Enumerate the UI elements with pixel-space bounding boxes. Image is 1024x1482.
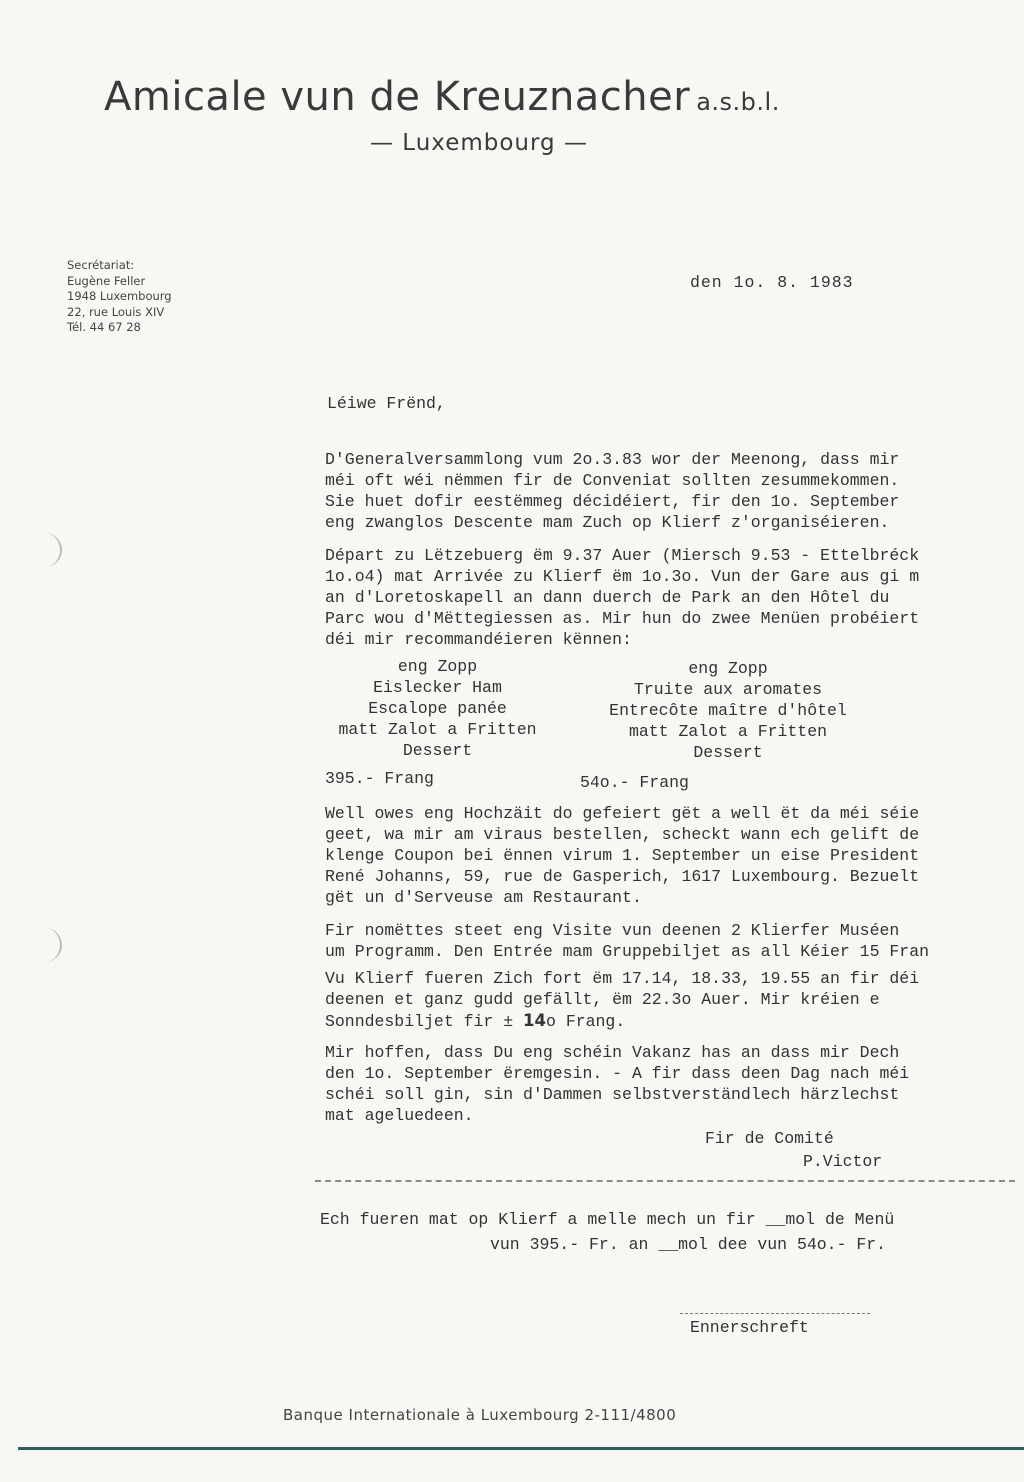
- paragraph-1: [325, 449, 899, 533]
- menu-item: matt Zalot a Fritten: [628, 722, 828, 741]
- menu-1: [315, 656, 560, 761]
- text-line: Sie huet dofir eestëmmeg décidéiert, fir den 1o. September: [325, 492, 900, 511]
- paragraph-3: [325, 803, 919, 908]
- letter-date: den 1o. 8. 1983: [690, 273, 854, 292]
- text-line: geet, wa mir am viraus bestellen, scheckt wann ech gelift de: [325, 825, 920, 844]
- text-line: klenge Coupon bei ënnen virum 1. September un eise President: [325, 846, 920, 865]
- org-name-text: Amicale vun de Kreuznacher: [104, 74, 691, 120]
- text-segment: o Frang.: [546, 1012, 626, 1031]
- menu-item: Eislecker Ham: [373, 678, 502, 697]
- org-name: [104, 74, 780, 120]
- text-line: déi mir recommandéieren kënnen:: [325, 630, 632, 649]
- text-line: Parc wou d'Mëttegiessen as. Mir hun do zwee Menüen probéiert: [325, 609, 920, 628]
- menu-2-price: 54o.- Frang: [580, 773, 689, 792]
- handwritten-number: 14: [523, 1011, 547, 1030]
- menu-item: Escalope panée: [368, 699, 507, 718]
- text-line: [325, 1010, 919, 1032]
- secretariat-line: 1948 Luxembourg: [67, 289, 172, 303]
- paragraph-6: [325, 1042, 909, 1126]
- coupon-line-2: vun 395.- Fr. an __mol dee vun 54o.- Fr.: [490, 1235, 887, 1254]
- secretariat-line: 22, rue Louis XIV: [67, 304, 165, 319]
- paragraph-5: [325, 968, 919, 1032]
- punch-hole: [38, 533, 62, 567]
- text-line: méi oft wéi nëmmen fir de Conveniat sollten zesummekommen.: [325, 471, 900, 490]
- secretariat-line: Tél. 44 67 28: [67, 320, 141, 334]
- text-segment: Sonndesbiljet fir ±: [325, 1012, 524, 1031]
- text-line: D'Generalversammlong vum 2o.3.83 wor der Meenong, dass mir: [325, 450, 900, 469]
- text-line: den 1o. September ëremgesin. - A fir dass deen Dag nach méi: [325, 1064, 910, 1083]
- menu-item: matt Zalot a Fritten: [338, 720, 537, 739]
- text-line: deenen et ganz gudd gefällt, ëm 22.3o Auer. Mir kréien e: [325, 990, 880, 1009]
- menu-1-price: 395.- Frang: [325, 769, 434, 788]
- menu-item: eng Zopp: [397, 657, 478, 676]
- coupon-line-1: Ech fueren mat op Klierf a melle mech un fir __mol de Menü: [320, 1210, 895, 1229]
- salutation: Léiwe Frënd,: [327, 394, 446, 413]
- menu-item: eng Zopp: [688, 659, 768, 678]
- text-line: schéi soll gin, sin d'Dammen selbstverständlech härzlechst: [325, 1085, 900, 1104]
- secretariat-block: [67, 258, 172, 336]
- text-line: an d'Loretoskapell an dann duerch de Park an den Hôtel du: [325, 588, 890, 607]
- menu-item: Entrecôte maître d'hôtel: [609, 701, 847, 720]
- text-line: René Johanns, 59, rue de Gasperich, 1617 Luxembourg. Bezuelt: [325, 867, 920, 886]
- text-line: Mir hoffen, dass Du eng schéin Vakanz has an dass mir Dech: [325, 1043, 900, 1062]
- secretariat-line: Eugène Feller: [67, 273, 146, 288]
- text-line: Well owes eng Hochzäit do gefeiert gët a well ët da méi séie: [325, 804, 920, 823]
- footer-rule: [18, 1447, 1024, 1450]
- text-line: gët un d'Serveuse am Restaurant.: [325, 888, 642, 907]
- text-line: um Programm. Den Entrée mam Gruppebiljet as all Kéier 15 Fran: [325, 942, 929, 961]
- closing: Fir de Comité: [705, 1129, 834, 1148]
- secretariat-line: Secrétariat:: [67, 258, 135, 272]
- footer-bank: Banque Internationale à Luxembourg 2-111/4800: [283, 1406, 677, 1424]
- menu-item: Dessert: [693, 743, 763, 762]
- text-line: 1o.o4) mat Arrivée zu Klierf ëm 1o.3o. Vun der Gare aus gi m: [325, 567, 920, 586]
- menu-item: Dessert: [402, 741, 473, 760]
- paragraph-2: [325, 545, 919, 650]
- menu-item: Truite aux aromates: [633, 680, 823, 699]
- text-line: Départ zu Lëtzebuerg ëm 9.37 Auer (Miersch 9.53 - Ettelbréck: [325, 546, 920, 565]
- org-suffix: a.s.b.l.: [696, 88, 780, 116]
- paragraph-4: [325, 920, 929, 962]
- punch-hole: [38, 928, 62, 962]
- text-line: mat ageluedeen.: [325, 1106, 474, 1125]
- text-line: Fir nomëttes steet eng Visite vun deenen 2 Klierfer Muséen: [325, 921, 900, 940]
- signature-line: [680, 1313, 870, 1314]
- text-line: Vu Klierf fueren Zich fort ëm 17.14, 18.33, 19.55 an fir déi: [325, 969, 920, 988]
- text-line: eng zwanglos Descente mam Zuch op Klierf z'organiséieren.: [325, 513, 890, 532]
- signatory: P.Victor: [803, 1152, 883, 1171]
- signature-label: Ennerschreft: [690, 1318, 809, 1337]
- cut-line: [315, 1180, 1015, 1182]
- org-city: — Luxembourg —: [370, 130, 588, 156]
- menu-2: [578, 658, 878, 763]
